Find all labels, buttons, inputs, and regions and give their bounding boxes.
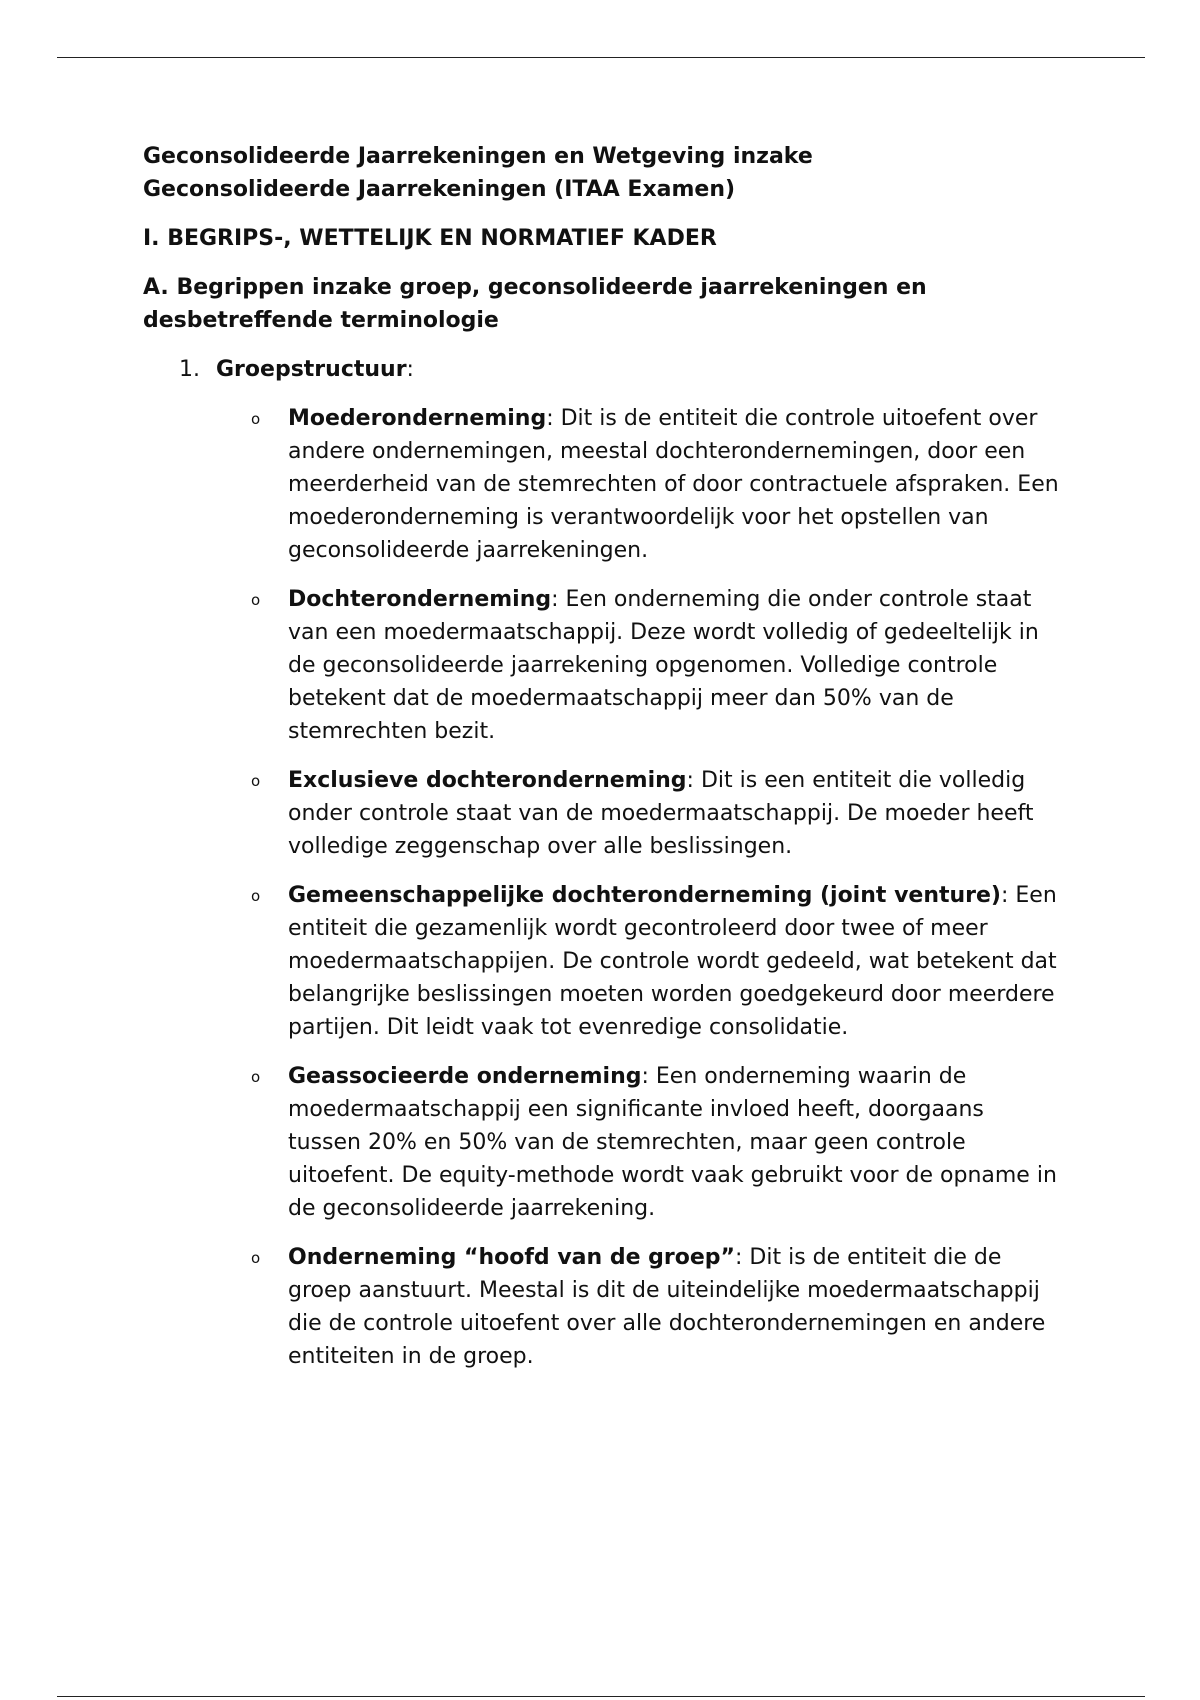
list-number: 1. [179, 357, 200, 382]
list-item [143, 583, 1063, 748]
definition-term: Geassocieerde onderneming [288, 1064, 642, 1089]
bullet-marker: o [251, 410, 261, 428]
definition-text: : Een onderneming waarin de moedermaatschappij een significante invloed heeft, doorgaans tussen 20% en 50% van de stemrechten, maar geen controle uitoefent. De equity-methode wordt vaak gebruikt voor de opname in de geconsolideerde jaarrekening. [288, 1064, 1057, 1221]
document-title: Geconsolideerde Jaarrekeningen en Wetgeving inzake Geconsolideerde Jaarrekeningen (ITAA Examen) [143, 144, 813, 202]
list-item [143, 1241, 1063, 1373]
subsection-heading: A. Begrippen inzake groep, geconsolideerde jaarrekeningen en desbetreffende terminologie [143, 275, 927, 333]
definition-text: : Dit is de entiteit die controle uitoefent over andere ondernemingen, meestal dochterondernemingen, door een meerderheid van de stemrechten of door contractuele afspraken. Een moederonderneming is verantwoordelijk voor het opstellen van geconsolideerde jaarrekeningen. [288, 406, 1059, 563]
section-heading: I. BEGRIPS-, WETTELIJK EN NORMATIEF KADER [143, 226, 717, 251]
definition-term: Gemeenschappelijke dochteronderneming (joint venture) [288, 883, 1001, 908]
definition-term: Onderneming “hoofd van de groep” [288, 1245, 736, 1270]
definition-term: Dochteronderneming [288, 587, 552, 612]
list-item [143, 879, 1063, 1044]
page-bottom-rule [57, 1696, 1145, 1697]
definition-text: : Dit is een entiteit die volledig onder controle staat van de moedermaatschappij. De moeder heeft volledige zeggenschap over alle beslissingen. [288, 768, 1034, 859]
numbered-item [143, 353, 1073, 386]
list-item [143, 764, 1063, 863]
numbered-item-suffix: : [406, 357, 414, 382]
definition-text: : Een entiteit die gezamenlijk wordt gecontroleerd door twee of meer moedermaatschappijen. De controle wordt gedeeld, wat betekent dat belangrijke beslissingen moeten worden goedgekeurd door meerdere partijen. Dit leidt vaak tot evenredige consolidatie. [288, 883, 1057, 1040]
list-item [143, 402, 1063, 567]
list-item [143, 1060, 1063, 1225]
numbered-item-term: Groepstructuur [216, 357, 407, 382]
bullet-marker: o [251, 772, 261, 790]
bullet-marker: o [251, 591, 261, 609]
definition-text: : Een onderneming die onder controle staat van een moedermaatschappij. Deze wordt volledig of gedeeltelijk in de geconsolideerde jaarrekening opgenomen. Volledige controle betekent dat de moedermaatschappij meer dan 50% van de stemrechten bezit. [288, 587, 1039, 744]
page-top-rule [57, 57, 1145, 58]
definition-text: : Dit is de entiteit die de groep aanstuurt. Meestal is dit de uiteindelijke moedermaatschappij die de controle uitoefent over alle dochterondernemingen en andere entiteiten in de groep. [288, 1245, 1046, 1369]
definition-term: Exclusieve dochteronderneming [288, 768, 687, 793]
bullet-marker: o [251, 1068, 261, 1086]
bullet-marker: o [251, 1249, 261, 1267]
document-body [143, 140, 1073, 1389]
definition-list [143, 402, 1073, 1373]
bullet-marker: o [251, 887, 261, 905]
definition-term: Moederonderneming [288, 406, 547, 431]
